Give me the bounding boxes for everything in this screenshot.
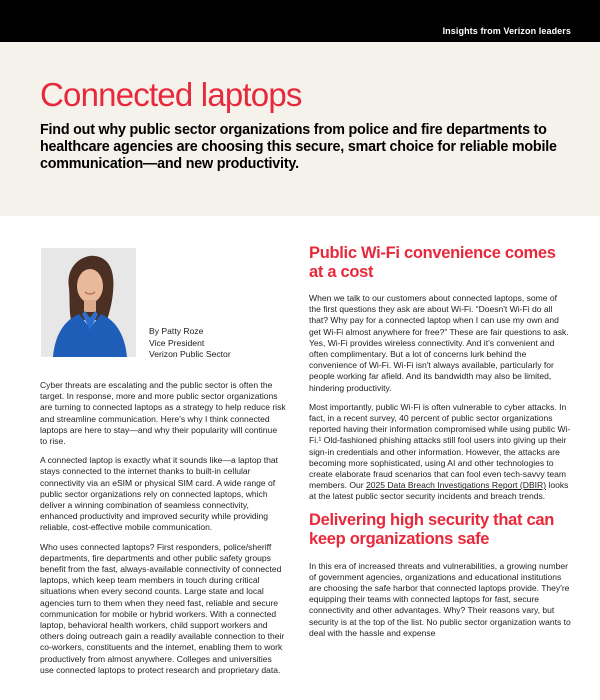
author-byline xyxy=(149,326,231,361)
paragraph: Who uses connected laptops? First responders, police/sheriff departments, fire departments and other public safety groups benefit from the fast, always-available connectivity of connected laptops, which keep team members in touch during critical situations when every second counts. Large state and local agencies turn to them when they need fast, reliable and secure communication for mobile or hybrid workers. With a connected laptop, behavioral health workers, child support workers and others doing outreach gain a readily available connection to their co-workers, constituents and the internet, enabling them to work productively from almost anywhere. Colleges and universities use connected laptops to protect research and proprietary data. xyxy=(40,541,285,675)
lede: Find out why public sector organizations from police and fire departments to healthcare agencies are choosing this secure, smart choice for reliable mobile communication—and new productivity. xyxy=(40,122,557,172)
paragraph: Cyber threats are escalating and the public sector is often the target. In response, more and more public sector organizations are turning to connected laptops as a strategy to help reduce risk and streamline communication. Here's why I think connected laptops are here to stay—and why their popularity will continue to rise. xyxy=(40,380,286,447)
hero-section xyxy=(0,42,600,216)
author-photo xyxy=(41,248,136,357)
header-label: Insights from Verizon leaders xyxy=(442,26,571,36)
author-portrait-image xyxy=(41,248,136,357)
section-heading-wifi: Public Wi-Fi convenience comes at a cost xyxy=(309,244,556,281)
author-name: By Patty Roze xyxy=(149,326,204,336)
paragraph-text: looks at the latest public sector security incidents and breach trends. xyxy=(309,480,569,502)
author-org: Verizon Public Sector xyxy=(149,349,231,359)
left-column xyxy=(40,380,286,684)
paragraph: When we talk to our customers about connected laptops, some of the first questions they ask are about Wi-Fi. “Doesn't Wi-Fi do all that? Why pay for a connected laptop when I can use my own and get Wi-Fi almost anywhere for free?” These are fair questions to ask. Yes, Wi-Fi provides wireless connectivity. And it's convenient and often complimentary. But a lot of concerns lurk behind the convenience of Wi-Fi. Wi-Fi isn't always available, particularly for people working far afield. And its bandwidth may also be limited, hindering productivity. xyxy=(309,293,569,393)
paragraph-text: Most importantly, public Wi-Fi is often vulnerable to cyber attacks. In fact, in a recent survey, 40 percent of public sector organizations reported having their information compromised while using public Wi-Fi.¹ Old-fashioned phishing attacks still fool users into giving up their sign-in credentials and other information. However, the attacks are becoming more sophisticated, using AI and other technologies to create elaborate fraud scenarios that can fool even tech-savvy team members. Our xyxy=(309,401,571,491)
right-column xyxy=(309,244,571,647)
paragraph: In this era of increased threats and vulnerabilities, a growing number of government agencies, organizations and educational institutions are choosing the safe harbor that connected laptops provide. They're equipping their teams with connected laptops for fast, secure connectivity and other advantages. Why? Their reasons vary, but security is at the top of the list. No public sector organization wants to deal with the hassle and expense xyxy=(309,560,571,638)
author-role: Vice President xyxy=(149,337,205,348)
dbir-report-link[interactable]: 2025 Data Breach Investigations Report (DBIR) xyxy=(366,480,547,491)
paragraph xyxy=(309,402,571,503)
paragraph: A connected laptop is exactly what it sounds like—a laptop that stays connected to the internet thanks to built-in cellular connectivity via an eSIM or physical SIM card. A wide range of public sector organizations rely on connected laptops, which deliver a winning combination of seamless connectivity, enhanced productivity and improved security while providing reliable, cost-effective mobile communication. xyxy=(40,455,279,533)
section-heading-security: Delivering high security that can keep organizations safe xyxy=(309,510,554,548)
top-bar xyxy=(0,0,600,42)
page-title: Connected laptops xyxy=(40,76,302,113)
